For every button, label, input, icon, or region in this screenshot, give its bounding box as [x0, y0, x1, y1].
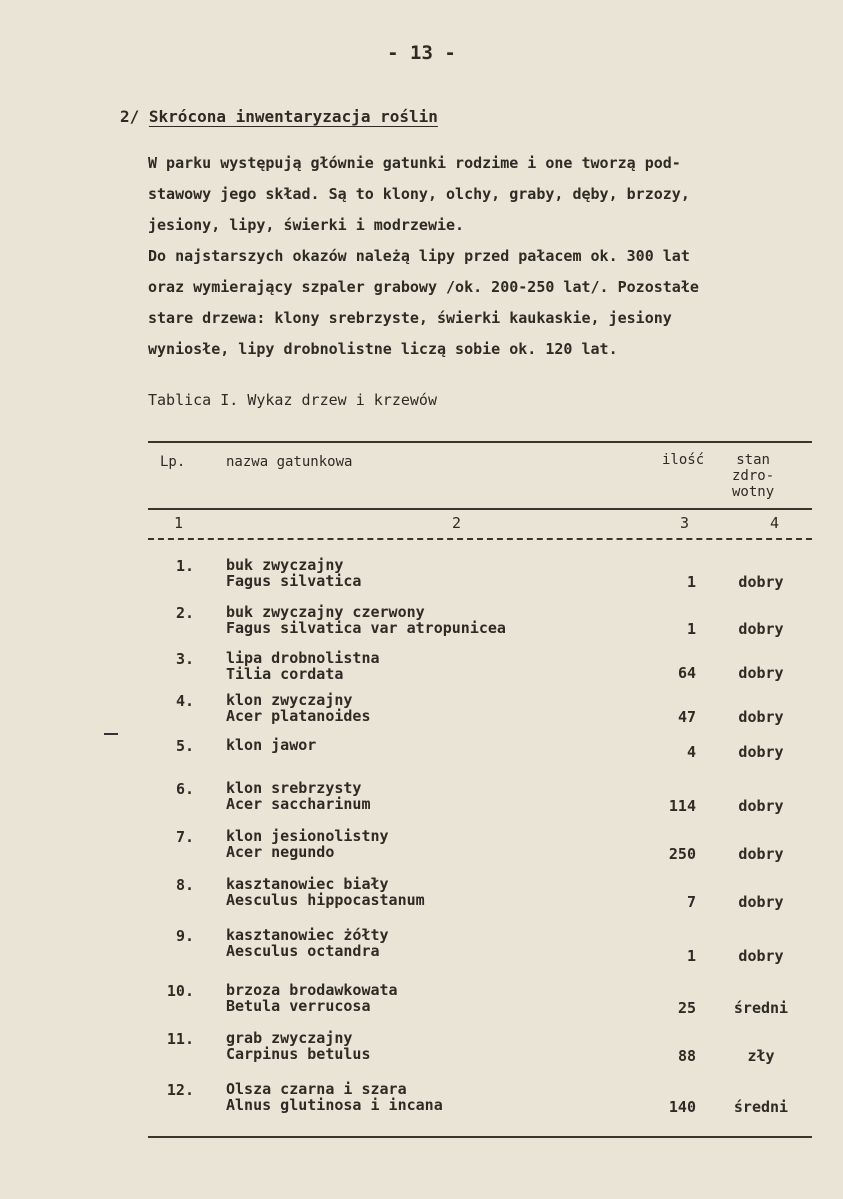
polish-name: kasztanowiec żółty — [226, 926, 389, 944]
latin-name: Betula verrucosa — [226, 997, 371, 1015]
table-row — [148, 927, 812, 973]
row-condition: dobry — [738, 573, 784, 591]
polish-name: kasztanowiec biały — [226, 875, 389, 893]
table-row — [148, 828, 812, 874]
row-lp: 12. — [166, 1081, 194, 1099]
row-lp: 4. — [175, 692, 194, 710]
latin-name: Alnus glutinosa i incana — [226, 1096, 443, 1114]
row-qty: 47 — [677, 708, 696, 726]
row-names — [226, 876, 425, 908]
paragraph-line: stawowy jego skład. Są to klony, olchy, graby, dęby, brzozy, — [148, 185, 690, 203]
section-heading — [120, 107, 438, 126]
page-number: - 13 - — [387, 42, 456, 64]
row-lp: 1. — [175, 557, 194, 575]
table-top-rule — [148, 441, 812, 443]
header-qty: ilość — [662, 452, 705, 468]
header-name: nazwa gatunkowa — [226, 454, 353, 470]
header-rule — [148, 508, 812, 510]
row-qty: 4 — [686, 743, 696, 761]
row-qty: 114 — [668, 797, 696, 815]
latin-name: Aesculus hippocastanum — [226, 891, 425, 909]
row-qty: 140 — [668, 1098, 696, 1116]
header-condition: stan zdro- wotny — [732, 452, 775, 500]
latin-name: Acer platanoides — [226, 707, 371, 725]
column-number-rule — [148, 538, 812, 540]
column-number-1: 1 — [174, 514, 184, 532]
latin-name: Acer saccharinum — [226, 795, 371, 813]
row-condition: dobry — [738, 893, 784, 911]
row-names — [226, 737, 316, 753]
polish-name: brzoza brodawkowata — [226, 981, 398, 999]
row-condition: dobry — [738, 664, 784, 682]
latin-name: Acer negundo — [226, 843, 335, 861]
table-caption: Tablica I. Wykaz drzew i krzewów — [148, 391, 437, 409]
latin-name: Fagus silvatica var atropunicea — [226, 619, 506, 637]
row-lp: 9. — [175, 927, 194, 945]
row-names — [226, 604, 506, 636]
row-lp: 7. — [175, 828, 194, 846]
row-condition: dobry — [738, 743, 784, 761]
row-names — [226, 557, 361, 589]
row-lp: 2. — [175, 604, 194, 622]
table-row — [148, 780, 812, 826]
column-number-2: 2 — [452, 514, 462, 532]
paragraph-line: jesiony, lipy, świerki i modrzewie. — [148, 216, 465, 234]
row-lp: 6. — [175, 780, 194, 798]
table-row — [148, 876, 812, 922]
table-row — [148, 604, 812, 650]
row-condition: średni — [733, 1098, 789, 1116]
row-lp: 11. — [166, 1030, 194, 1048]
row-names — [226, 650, 380, 682]
latin-name: Tilia cordata — [226, 665, 344, 683]
row-qty: 25 — [677, 999, 696, 1017]
latin-name: Fagus silvatica — [226, 572, 362, 590]
table-row — [148, 557, 812, 603]
polish-name: lipa drobnolistna — [226, 649, 380, 667]
table-row — [148, 1030, 812, 1076]
row-qty: 7 — [686, 893, 696, 911]
column-number-3: 3 — [680, 514, 690, 532]
polish-name: Olsza czarna i szara — [226, 1080, 407, 1098]
row-names — [226, 982, 398, 1014]
row-condition: dobry — [738, 947, 784, 965]
row-condition: dobry — [738, 620, 784, 638]
row-lp: 5. — [175, 737, 194, 755]
row-qty: 1 — [686, 947, 696, 965]
paragraph-line: Do najstarszych okazów należą lipy przed pałacem ok. 300 lat — [148, 247, 690, 265]
table-bottom-rule — [148, 1136, 812, 1138]
row-condition: dobry — [738, 845, 784, 863]
polish-name: klon srebrzysty — [226, 779, 362, 797]
column-number-4: 4 — [770, 514, 780, 532]
row-qty: 64 — [677, 664, 696, 682]
polish-name: klon jawor — [226, 736, 317, 754]
paragraph-line: W parku występują głównie gatunki rodzime i one tworzą pod- — [148, 154, 681, 172]
row-names — [226, 692, 371, 724]
table-row — [148, 737, 812, 783]
polish-name: buk zwyczajny czerwony — [226, 603, 425, 621]
table-row — [148, 650, 812, 696]
row-names — [226, 828, 389, 860]
row-condition: dobry — [738, 797, 784, 815]
paragraph-line: stare drzewa: klony srebrzyste, świerki kaukaskie, jesiony — [148, 309, 672, 327]
latin-name: Aesculus octandra — [226, 942, 380, 960]
row-lp: 3. — [175, 650, 194, 668]
row-names — [226, 927, 389, 959]
row-names — [226, 1030, 371, 1062]
margin-mark — [104, 733, 118, 735]
table-row — [148, 692, 812, 738]
table-row — [148, 982, 812, 1028]
row-qty: 250 — [668, 845, 696, 863]
row-condition: zły — [747, 1047, 775, 1065]
row-qty: 88 — [677, 1047, 696, 1065]
row-qty: 1 — [686, 620, 696, 638]
polish-name: buk zwyczajny — [226, 556, 344, 574]
latin-name: Carpinus betulus — [226, 1045, 371, 1063]
section-title: Skrócona inwentaryzacja roślin — [148, 107, 438, 126]
row-names — [226, 1081, 443, 1113]
row-names — [226, 780, 371, 812]
polish-name: klon jesionolistny — [226, 827, 389, 845]
table-row — [148, 1081, 812, 1127]
row-lp: 8. — [175, 876, 194, 894]
paragraph-line: wyniosłe, lipy drobnolistne liczą sobie ok. 120 lat. — [148, 340, 618, 358]
polish-name: grab zwyczajny — [226, 1029, 353, 1047]
row-lp: 10. — [166, 982, 194, 1000]
paragraph-line: oraz wymierający szpaler grabowy /ok. 200-250 lat/. Pozostałe — [148, 278, 699, 296]
section-number: 2/ — [120, 107, 140, 126]
header-lp: Lp. — [160, 454, 186, 470]
intro-paragraph — [148, 148, 828, 365]
polish-name: klon zwyczajny — [226, 691, 353, 709]
row-condition: dobry — [738, 708, 784, 726]
row-condition: średni — [733, 999, 789, 1017]
row-qty: 1 — [686, 573, 696, 591]
